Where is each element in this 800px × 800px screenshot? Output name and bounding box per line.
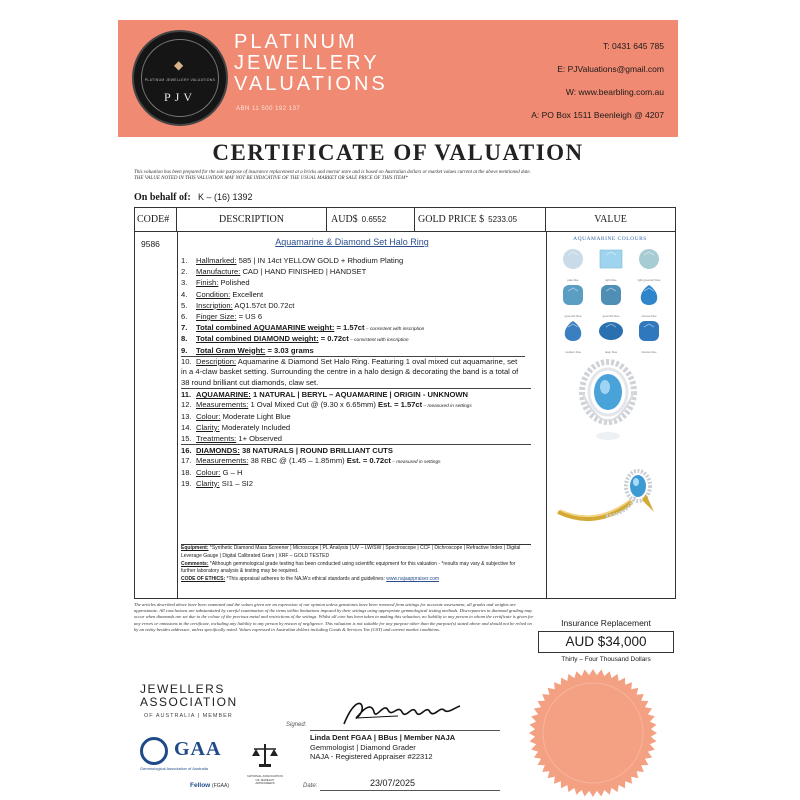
logo-initials: PJV <box>163 90 196 104</box>
company-seal <box>528 668 658 798</box>
contact-address: A: PO Box 1511 Beenleigh @ 4207 <box>531 110 664 120</box>
list-item: 19. Clarity: SI1 – SI2 <box>181 478 253 488</box>
date-line <box>320 790 500 791</box>
list-item: 6. Finger Size: = US 6 <box>181 311 263 321</box>
code-header: CODE# <box>135 208 177 232</box>
colour-swatch: medium blue <box>554 318 592 354</box>
item-code: 9586 <box>141 239 160 249</box>
signer-details: Linda Dent FGAA | BBus | Member NAJA Gemmologist | Diamond Grader NAJA - Registered Appraiser #22312 <box>310 733 456 761</box>
gem-shape <box>632 246 666 272</box>
list-item: 4. Condition: Excellent <box>181 289 264 299</box>
gaa-emblem-icon <box>140 737 168 765</box>
list-item: 14. Clarity: Moderately Included <box>181 422 291 432</box>
contact-website[interactable]: W: www.bearbling.com.au <box>565 87 664 97</box>
colour-swatch: greenish blue <box>554 282 592 318</box>
column-divider <box>177 232 178 598</box>
contact-email[interactable]: E: PJValuations@gmail.com <box>557 64 664 74</box>
list-item: 9. Total Gram Weight: = 3.03 grams <box>181 345 314 355</box>
list-item: 8. Total combined DIAMOND weight: = 0.72ct – consistent with inscription <box>181 334 409 344</box>
gold-price-header: GOLD PRICE $ 5233.05 <box>415 208 546 232</box>
abn-number: ABN 11 500 192 137 <box>236 106 301 112</box>
remarks-text: The articles described above have been examined and the values given are an expression of our opinion unless gemstones have been removed from settings for accurate assessment, all grades and weights are approximate. All conclusions are substantiated by careful examination of the items within limitations imposed by their settings using appropriate gemmological testing methods. Discrepancies in diamond grading may occur when diamonds are set due to the colour of the precious metal and restrictions of the settings. Whilst all care has been taken in making this valuation, no liability to any person to whom the certificate is given for any errors or omissions in the certificate, including any liability to any person by reason of negligence. This valuation is not suitable for any purpose other than the purpose(s) stated above and should not be relied on by an entity besides addressee, unless specifically noted. Values expressed in Australian dollars including Goods & Services Tax (GST) and current market conditions. <box>134 602 534 632</box>
list-item: 11. AQUAMARINE: 1 NATURAL | BERYL – AQUAMARINE | ORIGIN - UNKNOWN <box>181 388 531 399</box>
item-title: Aquamarine & Diamond Set Halo Ring <box>275 237 429 247</box>
colour-swatch: pale blue <box>554 246 592 282</box>
description-header: DESCRIPTION <box>177 208 327 232</box>
value-header: VALUE <box>594 214 627 225</box>
jewellers-association-sub: OF AUSTRALIA | MEMBER <box>144 713 233 719</box>
colour-swatch: intense blue <box>630 318 668 354</box>
diamond-icon: ◆ <box>174 58 184 72</box>
list-item: 1. Hallmarked: 585 | IN 14ct YELLOW GOLD + Rhodium Plating <box>181 256 404 265</box>
aud-header: AUD$ 0.6552 <box>327 208 415 232</box>
contact-phone: T: 0431 645 785 <box>603 41 664 51</box>
list-item: 5. Inscription: AQ1.57ct D0.72ct <box>181 300 295 310</box>
insurance-label: Insurance Replacement <box>561 618 651 628</box>
brand-name: PLATINUM JEWELLERY VALUATIONS <box>234 31 388 95</box>
naja-logo: NATIONAL ASSOCIATION OF JEWELRY APPRAISERS <box>246 742 284 786</box>
list-item: 2. Manufacture: CAD | HAND FINISHED | HANDSET <box>181 267 367 277</box>
list-item: 12. Measurements: 1 Oval Mixed Cut @ (9.30 x 6.65mm) Est. = 1.57ct – measured in settings <box>181 400 472 410</box>
pjv-logo <box>132 30 228 126</box>
gem-shape <box>556 246 590 272</box>
gaa-logo-text: GAA <box>174 738 222 760</box>
ring-side-view-image <box>546 464 674 534</box>
colour-swatch: light blue <box>592 246 630 282</box>
date-label: Date: <box>303 783 318 789</box>
colour-swatch: light greenish blue <box>630 246 668 282</box>
valuation-disclaimer: This valuation has been prepared for the sole purpose of insurance replacement at a bricks and mortar store and is based on Australian dollars or market values current at the above mentioned date. THE VALUE NOTED IN THIS VALUATION MAY NOT BE INDICATIVE OF THE USUAL MARKET OR SALE PRICE OF THIS ITEM* <box>134 170 531 181</box>
gem-shape <box>632 318 666 344</box>
signature-line <box>310 730 500 731</box>
gem-shape <box>594 246 628 272</box>
insurance-value: AUD $34,000 <box>538 631 674 653</box>
colour-swatch: intense blue <box>630 282 668 318</box>
handwritten-signature <box>338 696 478 730</box>
gem-shape <box>594 318 628 344</box>
list-item: 13. Colour: Moderate Light Blue <box>181 411 291 421</box>
naja-link[interactable]: www.najaappraiser.com <box>386 576 440 583</box>
gem-shape <box>632 282 666 308</box>
certificate-page <box>118 0 678 800</box>
jewellers-association-logo: JEWELLERS ASSOCIATION <box>140 682 238 709</box>
gem-shape <box>556 282 590 308</box>
list-item: 16. DIAMONDS: 38 NATURALS | ROUND BRILLIANT CUTS <box>181 444 531 455</box>
scales-icon <box>250 742 280 768</box>
colour-swatch: greenish blue <box>592 282 630 318</box>
aquamarine-colours-title: AQUAMARINE COLOURS <box>573 236 647 242</box>
equipment-notes: Equipment: *Synthetic Diamond Mass Screener | Microscope | PL Analysis | UV – LW/SW | Spectroscope | CCF | Dichroscope | Refractive Index | Digital Leverage Gauge | Digital Calibrated Gram | XRF – GOLD TESTED Comments: *Although gemmological grade testing has been conducted using scientific equipment for this valuation - *results may vary & subjective for further laboratory analysis & testing may be required. CODE OF ETHICS: *This appraisal adheres to the NAJA's ethical standards and guidelines: www.najaappraiser.com <box>181 544 531 584</box>
list-item: 10. Description: Aquamarine & Diamond Set Halo Ring. Featuring 1 oval mixed cut aquamarine, set in a 4-claw basket setting. Surrounding the centre in a halo design & decorating the band is a total of 38 round brilliant cut diamonds, claw set. <box>181 356 525 389</box>
table-header-row <box>135 208 675 232</box>
date-value: 23/07/2025 <box>370 778 416 788</box>
on-behalf-label: On behalf of: <box>134 192 191 203</box>
valuation-table <box>134 207 676 599</box>
gaa-subtitle: Gemmological Association of Australia <box>140 766 208 771</box>
colour-swatch: deep blue <box>592 318 630 354</box>
list-item: 17. Measurements: 38 RBC @ (1.45 – 1.85mm) Est. = 0.72ct – measured in settings <box>181 456 441 466</box>
fellow-badge: Fellow (FGAA) <box>190 782 229 789</box>
insurance-value-words: Thirty – Four Thousand Dollars <box>561 656 651 663</box>
gem-shape <box>594 282 628 308</box>
list-item: 3. Finish: Polished <box>181 278 250 288</box>
gem-shape <box>556 318 590 344</box>
list-item: 18. Colour: G – H <box>181 467 243 477</box>
header-banner <box>118 20 678 137</box>
page-title: CERTIFICATE OF VALUATION <box>212 140 584 165</box>
item-list <box>181 255 531 489</box>
logo-ring-text: PLATINUM JEWELLERY VALUATIONS <box>144 78 216 82</box>
on-behalf-value: K – (16) 1392 <box>198 192 253 202</box>
list-item: 15. Treatments: 1+ Observed <box>181 433 283 443</box>
list-item: 7. Total combined AQUAMARINE weight: = 1.57ct – consistent with inscription <box>181 323 425 333</box>
signed-label: Signed: <box>286 722 307 728</box>
ring-top-view-image <box>546 354 674 446</box>
